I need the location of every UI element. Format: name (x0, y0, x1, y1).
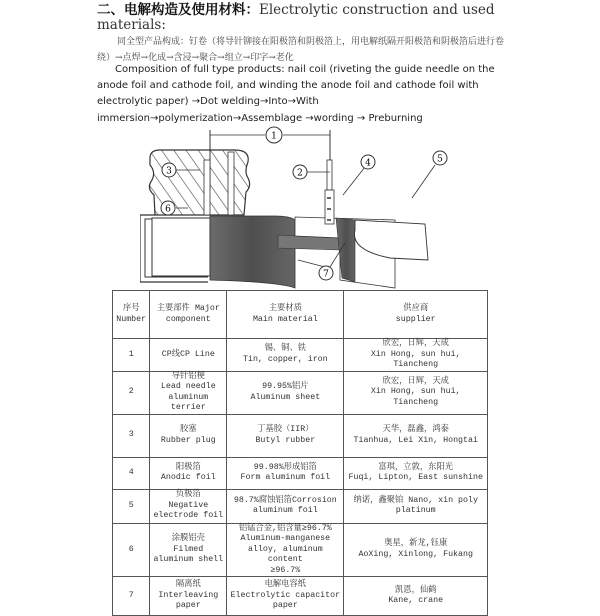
materials-table (112, 290, 488, 616)
cell-material: 电解电容纸 Electrolytic capacitor paper (227, 577, 344, 616)
table-row (113, 414, 488, 457)
svg-text:1: 1 (271, 131, 277, 142)
svg-text:5: 5 (437, 154, 443, 165)
section-heading-en: Electrolytic construction and used materials: (97, 2, 495, 33)
header-supplier: 供应商 supplier (344, 291, 488, 339)
cell-material: 铝锰合金,铝含量≥96.7% Aluminum-manganese alloy, aluminum content ≥96.7% (227, 523, 344, 577)
intro-paragraph-zh: 同全型产品构成：钉卷（将导针铆接在阳极箔和阴极箔上，用电解纸隔开阳极箔和阴极箔后进行卷绕）→点焊→化成→含浸→聚合→组立→印字→老化 (97, 37, 505, 63)
svg-text:2: 2 (297, 168, 303, 179)
callout-4 (343, 155, 375, 195)
svg-text:3: 3 (166, 166, 172, 177)
cell-supplier: 纳诺，鑫聚铂 Nano, xin poly platinum (344, 489, 488, 523)
capacitor-construction-diagram (140, 120, 450, 290)
cell-component: 隔离纸 Interleaving paper (150, 577, 227, 616)
cell-number: 4 (113, 457, 150, 489)
cell-number: 3 (113, 414, 150, 457)
header-material: 主要材质 Main material (227, 291, 344, 339)
cell-material: 锡、铜、铁 Tin, copper, iron (227, 339, 344, 372)
cell-number: 6 (113, 523, 150, 577)
header-number: 序号 Number (113, 291, 150, 339)
section-heading-zh: 二、电解构造及使用材料： (97, 2, 259, 18)
cell-supplier: 欣宏，日辉，天成 Xin Hong, sun hui, Tiancheng (344, 339, 488, 372)
table-row (113, 523, 488, 577)
cell-number: 7 (113, 577, 150, 616)
svg-text:7: 7 (323, 269, 329, 280)
svg-text:6: 6 (165, 204, 171, 215)
header-component: 主要部件 Major component (150, 291, 227, 339)
cell-component: 导针铝梗 Lead needle aluminum terrier (150, 371, 227, 414)
cell-material: 99.95%铝片 Aluminum sheet (227, 371, 344, 414)
cell-component: CP线CP Line (150, 339, 227, 372)
cell-component: 胶塞 Rubber plug (150, 414, 227, 457)
cell-supplier: 天华，磊鑫，鸿泰 Tianhua, Lei Xin, Hongtai (344, 414, 488, 457)
table-row (113, 577, 488, 616)
cell-supplier: 凯恩，仙鹤 Kane, crane (344, 577, 488, 616)
cell-supplier: 欣宏，日辉，天成 Xin Hong, sun hui, Tiancheng (344, 371, 488, 414)
cell-supplier: 奥星，新龙,钰康 AoXing, Xinlong, Fukang (344, 523, 488, 577)
cell-component: 负极箔 Negative electrode foil (150, 489, 227, 523)
table-row (113, 339, 488, 372)
callout-2 (293, 165, 330, 179)
lead-needle (325, 160, 334, 224)
svg-text:4: 4 (365, 158, 371, 169)
table-header-row (113, 291, 488, 339)
cell-component: 涂膜铝壳 Filmed aluminum shell (150, 523, 227, 577)
table-row (113, 371, 488, 414)
section-heading (97, 3, 517, 33)
cell-material: 丁基胶（IIR） Butyl rubber (227, 414, 344, 457)
cell-number: 1 (113, 339, 150, 372)
cell-supplier: 富琪，立敦，东阳光 Fuqi, Lipton, East sunshine (344, 457, 488, 489)
intro-paragraph-en: Composition of full type products: nail coil (riveting the guide needle on the anode foil and cathode foil, and winding the anode foil and cathode foil with electrolytic paper) →Dot welding→Into→With immersion→polymerization→Assemblage →wording → Preburning (97, 64, 495, 124)
cell-component: 阳极箔 Anodic foil (150, 457, 227, 489)
foil-winding (210, 216, 428, 288)
aluminum-shell (140, 215, 210, 282)
table-row (113, 457, 488, 489)
table-row (113, 489, 488, 523)
cell-material: 98.7%腐蚀铝箔Corrosion aluminum foil (227, 489, 344, 523)
cell-number: 5 (113, 489, 150, 523)
callout-5 (412, 151, 447, 198)
cell-material: 99.98%形成铝箔 Form aluminum foil (227, 457, 344, 489)
cell-number: 2 (113, 371, 150, 414)
